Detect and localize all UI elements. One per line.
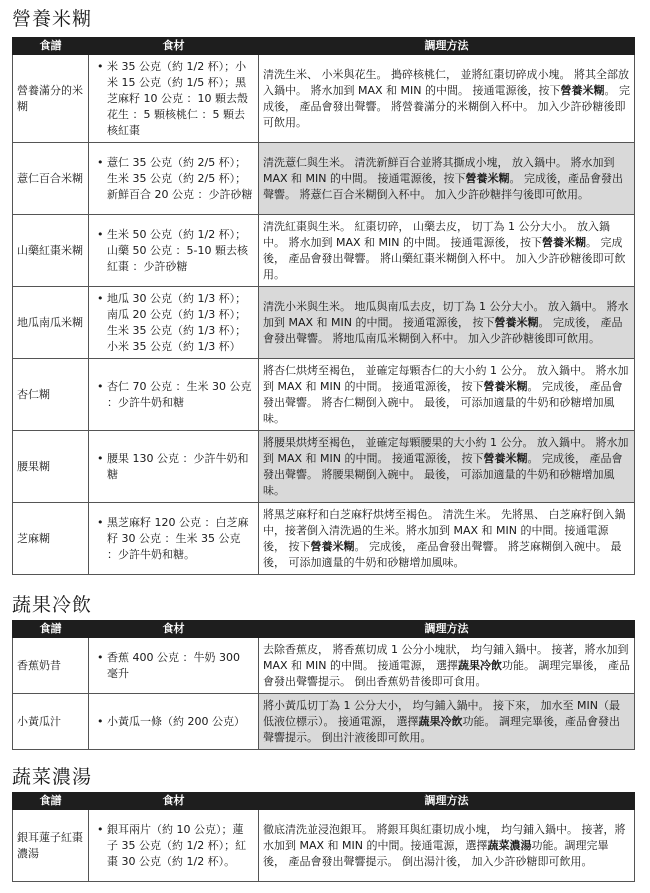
recipe-ingredients xyxy=(89,55,259,143)
recipe-name: 芝麻糊 xyxy=(13,503,89,575)
recipe-table-cold-drinks xyxy=(12,620,635,750)
recipe-ingredients xyxy=(89,215,259,287)
ingredient-item: • 香蕉 400 公克 ：牛奶 300 毫升 xyxy=(107,650,254,682)
header-ingredients: 食材 xyxy=(89,38,259,55)
header-method: 調理方法 xyxy=(259,38,635,55)
function-name: 營養米糊 xyxy=(310,539,355,553)
method-text: 清洗薏仁與生米。 清洗新鮮百合並將其撕成小塊， 放入鍋中。 將水加到 MAX 和 MIN 的中間。 接通電源後，按下 xyxy=(263,155,615,185)
ingredient-item: • 小黃瓜一條（約 200 公克） xyxy=(107,714,254,730)
method-text: 功能。 調理完畢後，產品會發出聲響提示。 倒出汁液後即可飲用。 xyxy=(263,714,620,744)
function-name: 營養米糊 xyxy=(483,451,528,465)
method-text: 。 完成後， 產品會發出聲響。 將芝麻糊倒入碗中。 最後， 可添加適量的牛奶和砂糖增加風味。 xyxy=(263,539,622,569)
function-name: 蔬菜濃湯 xyxy=(487,838,532,852)
method-text: 將杏仁烘烤至褐色， 並確定每顆杏仁的大小約 1 公分。 放入鍋中。 將水加到 MAX 和 MIN 的中間。 接通電源後， 按下 xyxy=(263,363,629,393)
method-text: 功能。 調理完畢後， 產品會發出聲響提示。 倒出香蕉奶昔後即可食用。 xyxy=(263,658,630,688)
recipe-name: 杏仁糊 xyxy=(13,359,89,431)
ingredient-item: • 薏仁 35 公克（約 2/5 杯）；生米 35 公克（約 2/5 杯）；新鮮百合 20 公克 ：少許砂糖 xyxy=(107,155,254,203)
function-name: 營養米糊 xyxy=(465,171,510,185)
method-text: 清洗小米與生米。 地瓜與南瓜去皮，切丁為 1 公分大小。 放入鍋中。 將水加到 MAX 和 MIN 的中間。 接通電源後， 按下 xyxy=(263,299,629,329)
ingredient-item: • 杏仁 70 公克 ：生米 30 公克 ：少許牛奶和糖 xyxy=(107,379,254,411)
header-ingredients: 食材 xyxy=(89,621,259,638)
recipe-method xyxy=(259,503,635,575)
table-row xyxy=(13,810,635,882)
method-text: 。 完成後， 產品會發出聲響。 將腰果糊倒入碗中。 最後， 可添加適量的牛奶和砂糖增加風味。 xyxy=(263,451,623,497)
recipe-name: 小黃瓜汁 xyxy=(13,694,89,750)
recipe-ingredients xyxy=(89,810,259,882)
recipe-method xyxy=(259,810,635,882)
table-header-row xyxy=(13,793,635,810)
header-method: 調理方法 xyxy=(259,621,635,638)
method-text: 。 完成後， 產品會發出聲響。 將營養滿分的米糊倒入杯中。 加入少許砂糖後即可飲用。 xyxy=(263,83,630,129)
recipe-name: 銀耳蓮子紅棗濃湯 xyxy=(13,810,89,882)
table-row xyxy=(13,287,635,359)
table-row xyxy=(13,431,635,503)
section-title-porridge: 營養米糊 xyxy=(12,8,93,30)
function-name: 營養米糊 xyxy=(560,83,605,97)
ingredient-item: • 黑芝麻籽 120 公克 ：白芝麻籽 30 公克 ：生米 35 公克 ：少許牛奶和糖。 xyxy=(107,515,254,563)
method-text: 將黑芝麻籽和白芝麻籽烘烤至褐色。 清洗生米。 先將黑、 白芝麻籽倒入鍋中，接著倒入清洗過的生米。將水加到 MAX 和 MIN 的中間。接通電源後， 按下 xyxy=(263,507,626,553)
recipe-method xyxy=(259,431,635,503)
ingredient-item: • 生米 50 公克（約 1/2 杯）；山藥 50 公克 ：5-10 顆去核紅棗 ：少許砂糖 xyxy=(107,227,254,275)
ingredient-item: • 銀耳兩片（約 10 公克）；蓮子 35 公克（約 1/2 杯）；紅棗 30 公克（約 1/2 杯）。 xyxy=(107,822,254,870)
recipe-method xyxy=(259,359,635,431)
method-text: 清洗生米、 小米與花生。 搗碎核桃仁， 並將紅棗切碎成小塊。 將其全部放入鍋中。 將水加到 MAX 和 MIN 的中間。 接通電源後，按下 xyxy=(263,67,629,97)
recipe-ingredients xyxy=(89,143,259,215)
function-name: 蔬果冷飲 xyxy=(458,658,502,672)
recipe-ingredients xyxy=(89,287,259,359)
method-text: 將腰果烘烤至褐色， 並確定每顆腰果的大小約 1 公分。 放入鍋中。 將水加到 MAX 和 MIN 的中間。 接通電源後， 按下 xyxy=(263,435,629,465)
section-title-soup: 蔬菜濃湯 xyxy=(12,766,93,788)
table-header-row xyxy=(13,38,635,55)
ingredient-item: • 地瓜 30 公克（約 1/3 杯）；南瓜 20 公克（約 1/3 杯）；生米 35 公克（約 1/3 杯）；小米 35 公克（約 1/3 杯） xyxy=(107,291,254,355)
recipe-method xyxy=(259,638,635,694)
function-name: 營養米糊 xyxy=(542,235,586,249)
recipe-name: 薏仁百合米糊 xyxy=(13,143,89,215)
table-row xyxy=(13,638,635,694)
recipe-name: 營養滿分的米糊 xyxy=(13,55,89,143)
recipe-name: 腰果糊 xyxy=(13,431,89,503)
function-name: 蔬果冷飲 xyxy=(418,714,463,728)
ingredient-item: • 米 35 公克（約 1/2 杯）；小米 15 公克（約 1/5 杯）；黑芝麻籽 10 公克 ：10 顆去殼花生 ：5 顆核桃仁 ：5 顆去核紅棗 xyxy=(107,59,254,139)
header-recipe: 食譜 xyxy=(13,38,89,55)
table-row xyxy=(13,359,635,431)
table-row xyxy=(13,215,635,287)
table-row xyxy=(13,694,635,750)
ingredient-item: • 腰果 130 公克 ：少許牛奶和糖 xyxy=(107,451,254,483)
section-title-cold-drinks: 蔬果冷飲 xyxy=(12,594,93,616)
recipe-method xyxy=(259,287,635,359)
recipe-ingredients xyxy=(89,638,259,694)
recipe-method xyxy=(259,215,635,287)
method-text: 去除香蕉皮， 將香蕉切成 1 公分小塊狀， 均勻鋪入鍋中。 接著，將水加到 MAX 和 MIN 的中間。 接通電源， 選擇 xyxy=(263,642,629,672)
method-text: 功能。調理完畢後， 產品會發出聲響提示。 倒出湯汁後， 加入少許砂糖即可飲用。 xyxy=(263,838,609,868)
method-text: 。 完成後， 產品會發出聲響。 將地瓜南瓜米糊倒入杯中。 加入少許砂糖後即可飲用。 xyxy=(263,315,623,345)
recipe-method xyxy=(259,694,635,750)
method-text: 徹底清洗並浸泡銀耳。 將銀耳與紅棗切成小塊， 均勻鋪入鍋中。 接著，將水加到 MAX 和 MIN 的中間。接通電源，選擇 xyxy=(263,822,626,852)
function-name: 營養米糊 xyxy=(494,315,539,329)
method-text: 清洗紅棗與生米。 紅棗切碎， 山藥去皮， 切丁為 1 公分大小。 放入鍋中。 將水加到 MAX 和 MIN 的中間。 接通電源後， 按下 xyxy=(263,219,610,249)
header-recipe: 食譜 xyxy=(13,621,89,638)
method-text: 。 完成後，產品會發出聲響。 將薏仁百合米糊倒入杯中。 加入少許砂糖拌勻後即可飲用。 xyxy=(263,171,623,201)
recipe-ingredients xyxy=(89,503,259,575)
header-recipe: 食譜 xyxy=(13,793,89,810)
header-ingredients: 食材 xyxy=(89,793,259,810)
function-name: 營養米糊 xyxy=(483,379,528,393)
recipe-table-soup xyxy=(12,792,635,882)
recipe-method xyxy=(259,143,635,215)
method-text: 。 完成後， 產品會發出聲響。 將杏仁糊倒入碗中。 最後， 可添加適量的牛奶和砂糖增加風味。 xyxy=(263,379,623,425)
recipe-ingredients xyxy=(89,359,259,431)
recipe-table-porridge xyxy=(12,37,635,575)
recipe-ingredients xyxy=(89,431,259,503)
table-header-row xyxy=(13,621,635,638)
recipe-name: 地瓜南瓜米糊 xyxy=(13,287,89,359)
method-text: 。 完成後， 產品會發出聲響。 將山藥紅棗米糊倒入杯中。 加入少許砂糖後即可飲用。 xyxy=(263,235,626,281)
recipe-ingredients xyxy=(89,694,259,750)
recipe-method xyxy=(259,55,635,143)
method-text: 將小黃瓜切丁為 1 公分大小， 均勻鋪入鍋中。 接下來， 加水至 MIN（最低液位標示）。 接通電源， 選擇 xyxy=(263,698,620,728)
table-row xyxy=(13,503,635,575)
header-method: 調理方法 xyxy=(259,793,635,810)
table-row xyxy=(13,143,635,215)
recipe-name: 山藥紅棗米糊 xyxy=(13,215,89,287)
table-row xyxy=(13,55,635,143)
recipe-name: 香蕉奶昔 xyxy=(13,638,89,694)
